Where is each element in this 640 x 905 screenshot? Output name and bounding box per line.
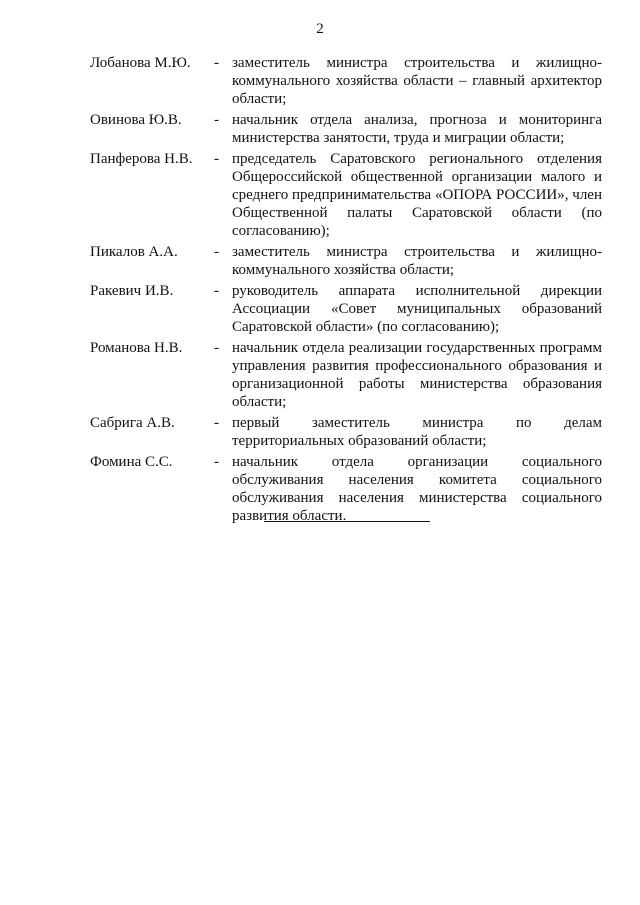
member-dash: - (214, 244, 219, 260)
member-name: Овинова Ю.В. (90, 112, 182, 128)
member-position: первый заместитель министра по делам территориальных образований области; (232, 415, 602, 449)
member-name: Романова Н.В. (90, 340, 183, 356)
member-name: Сабрига А.В. (90, 415, 175, 431)
end-divider-line (264, 521, 430, 522)
member-position: начальник отдела реализации государственных программ управления развития профессионального образования и организационной работы министерства образования области; (232, 340, 602, 410)
member-position: начальник отдела организации социального обслуживания населения комитета социального обслуживания населения министерства социального развития области. (232, 454, 602, 524)
member-dash: - (214, 454, 219, 470)
page-number: 2 (316, 21, 324, 37)
member-name: Пикалов А.А. (90, 244, 178, 260)
member-name: Ракевич И.В. (90, 283, 174, 299)
member-row-fomina (90, 453, 602, 525)
member-row-sabriga (90, 414, 602, 450)
member-name: Лобанова М.Ю. (90, 55, 191, 71)
member-position: заместитель министра строительства и жилищно-коммунального хозяйства области – главный архитектор области; (232, 55, 602, 107)
member-list (90, 54, 602, 528)
member-row-pikalov (90, 243, 602, 279)
member-name: Фомина С.С. (90, 454, 173, 470)
member-position: начальник отдела анализа, прогноза и мониторинга министерства занятости, труда и миграции области; (232, 112, 602, 146)
member-name: Панферова Н.В. (90, 151, 193, 167)
member-row-ovinova (90, 111, 602, 147)
member-position: председатель Саратовского регионального отделения Общероссийской общественной организации малого и среднего предпринимательства «ОПОРА РОССИИ», член Общественной палаты Саратовской области (по согласованию); (232, 151, 602, 239)
member-dash: - (214, 340, 219, 356)
member-row-romanova (90, 339, 602, 411)
member-dash: - (214, 415, 219, 431)
member-position: заместитель министра строительства и жилищно-коммунального хозяйства области; (232, 244, 602, 278)
member-position: руководитель аппарата исполнительной дирекции Ассоциации «Совет муниципальных образований Саратовской области» (по согласованию); (232, 283, 602, 335)
member-dash: - (214, 112, 219, 128)
member-dash: - (214, 151, 219, 167)
member-row-rakevich (90, 282, 602, 336)
member-row-lobanova (90, 54, 602, 108)
member-dash: - (214, 283, 219, 299)
member-dash: - (214, 55, 219, 71)
member-row-panferova (90, 150, 602, 240)
